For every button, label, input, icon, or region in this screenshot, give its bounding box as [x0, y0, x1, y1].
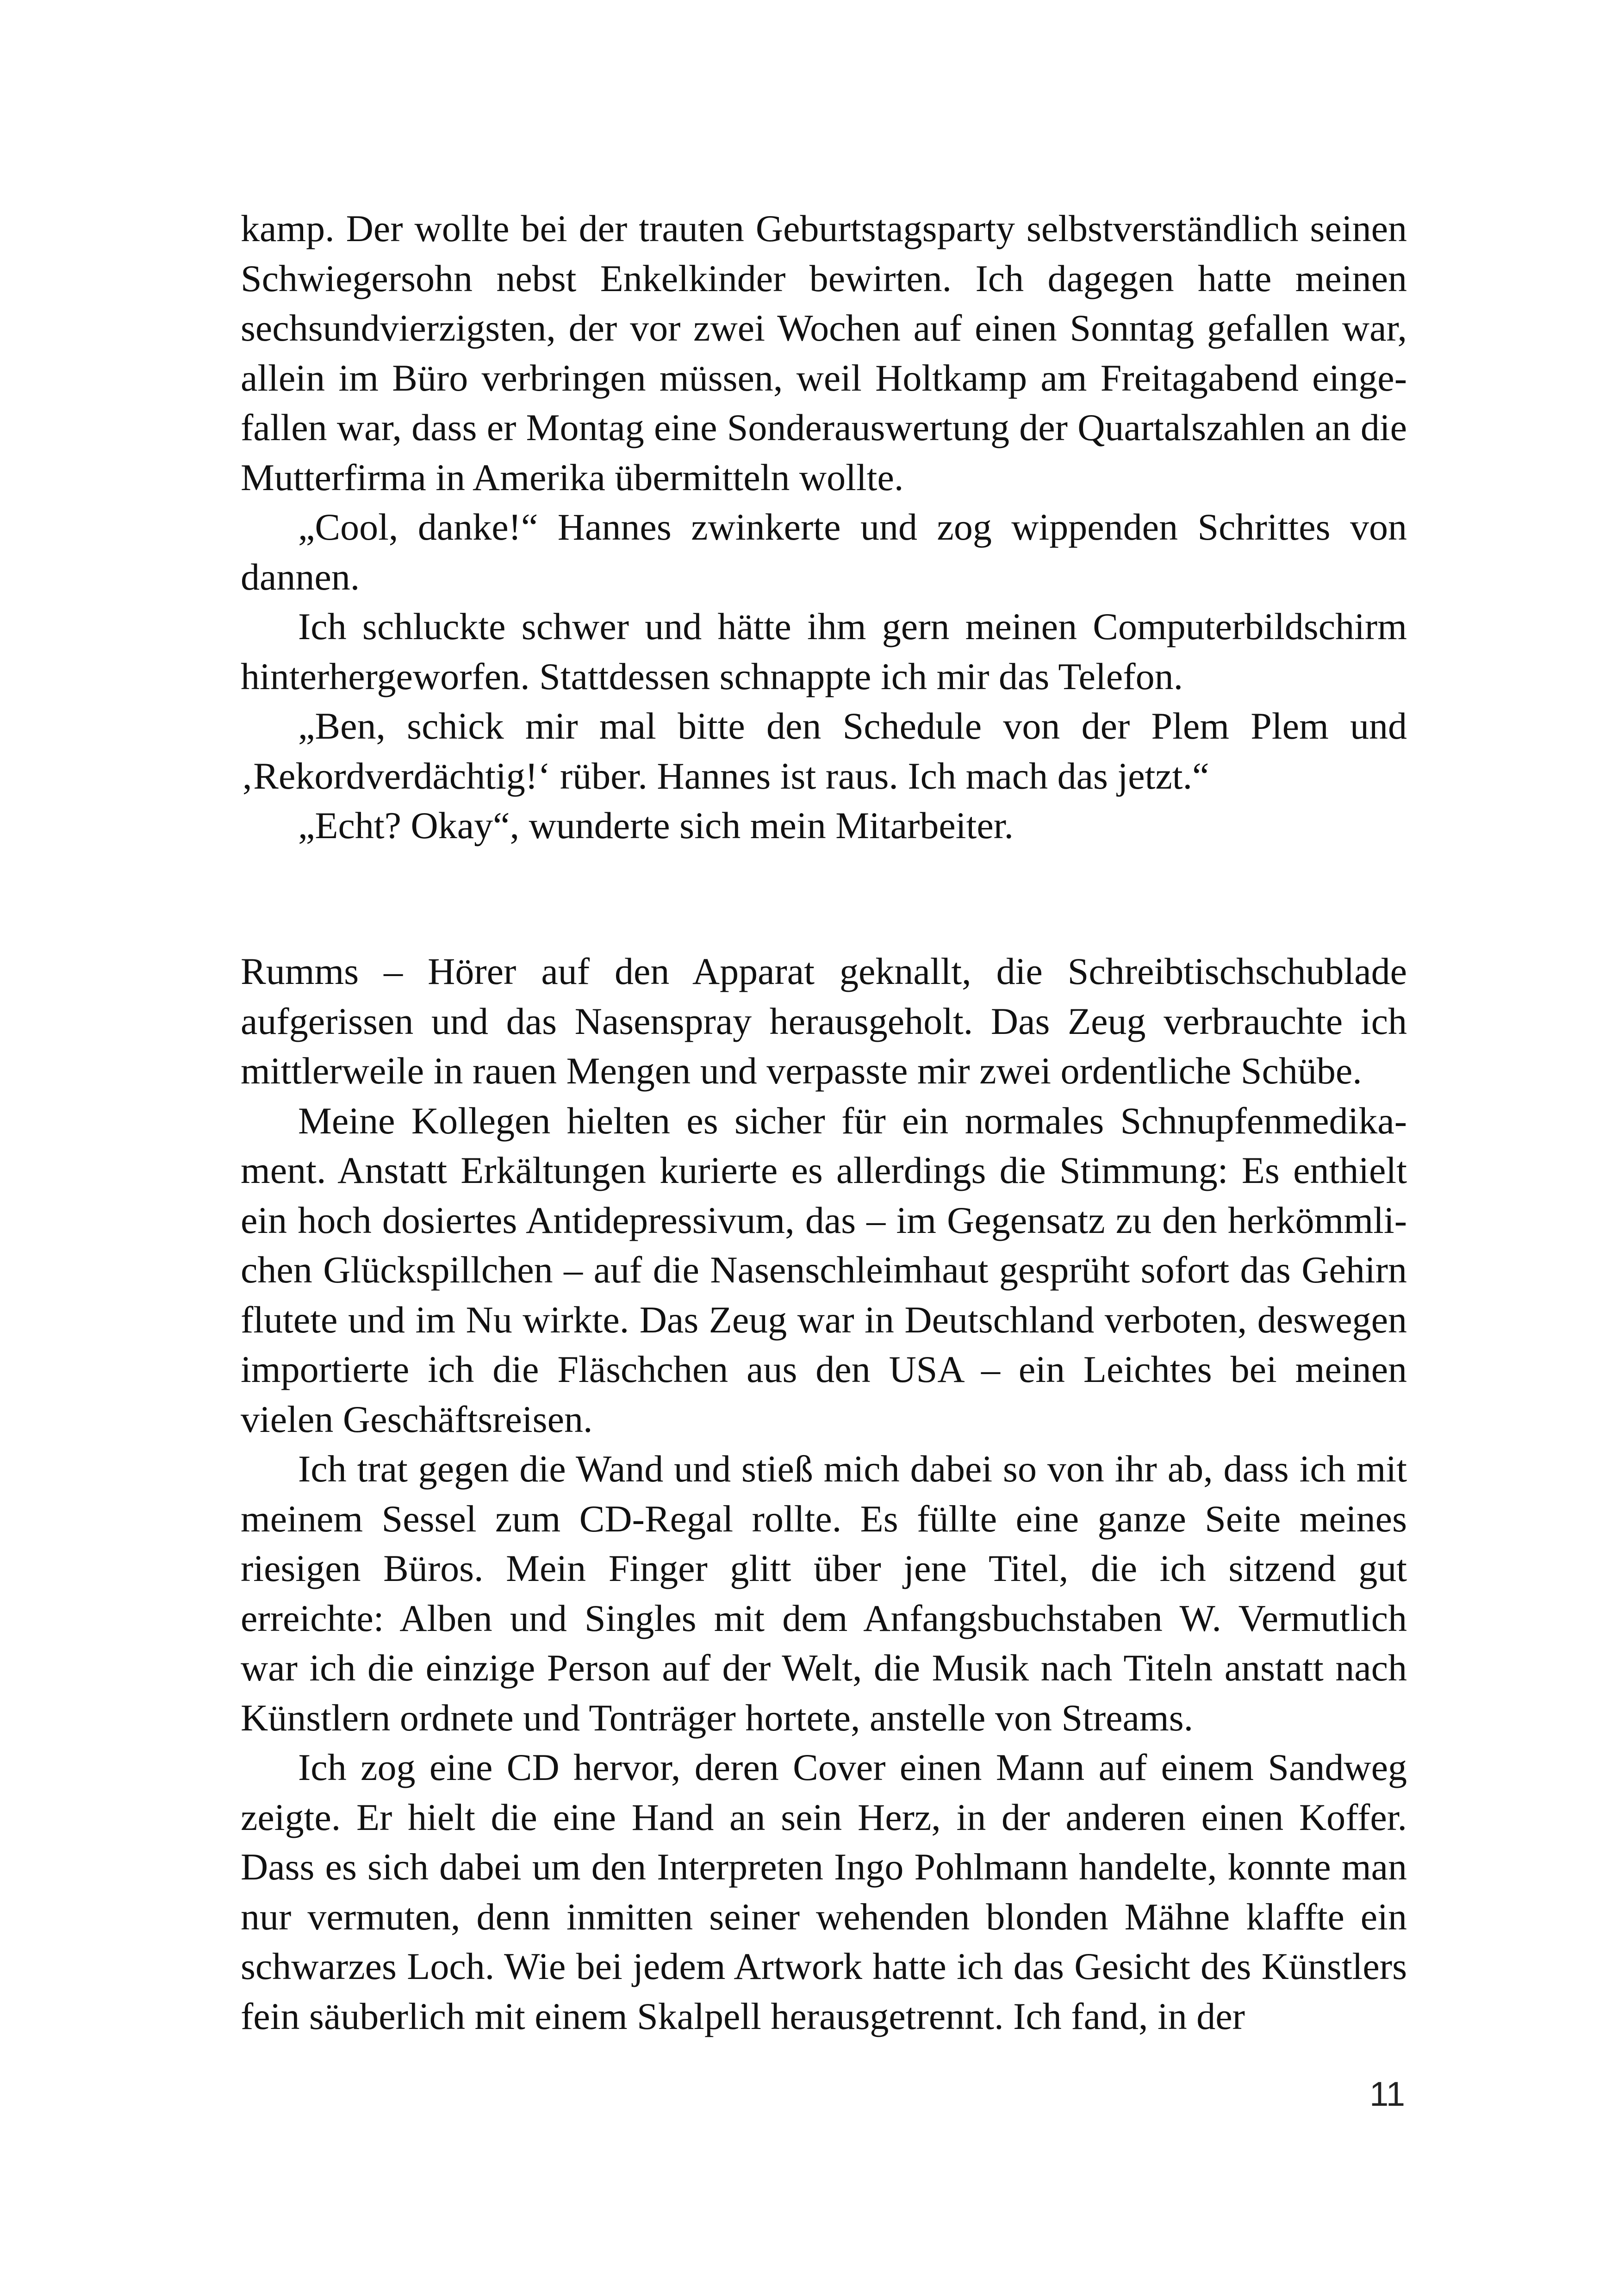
- paragraph: kamp. Der wollte bei der trauten Geburtstagsparty selbstverständlich seinen Schwiegersohn nebst Enkelkinder bewirten. Ich dagegen hatte meinen sechsundvierzigsten, der vor zwei Wochen auf einen Sonntag gefallen war, allein im Büro verbringen müssen, weil Holtkamp am Freitagabend eingefallen war, dass er Montag eine Sonderauswertung der Quartalszahlen an die Mutterfirma in Amerika übermitteln wollte.: [241, 207, 1407, 498]
- text-section-2: [241, 946, 1407, 2041]
- paragraph: „Ben, schick mir mal bitte den Schedule von der Plem Plem und ‚Rekordverdächtig!‘ rüber. Hannes ist raus. Ich mach das jetzt.“: [241, 705, 1407, 797]
- paragraph: Ich zog eine CD hervor, deren Cover einen Mann auf einem Sandweg zeigte. Er hielt die eine Hand an sein Herz, in der anderen einen Koffer. Dass es sich dabei um den Interpreten Ingo Pohlmann handelte, konnte man nur vermuten, denn inmitten seiner wehenden blonden Mähne klaffte ein schwarzes Loch. Wie bei jedem Artwork hatte ich das Gesicht des Künstlers fein säuberlich mit einem Skalpell herausgetrennt. Ich fand, in der: [241, 1746, 1407, 2037]
- paragraph: Meine Kollegen hielten es sicher für ein normales Schnupfenmedikament. Anstatt Erkältungen kurierte es allerdings die Stimmung: Es enthielt ein hoch dosiertes Antidepressivum, das – im Gegensatz zu den herkömmlichen Glückspillchen – auf die Nasenschleimhaut gesprüht sofort das Gehirn flutete und im Nu wirkte. Das Zeug war in Deutschland verboten, deswegen importierte ich die Fläschchen aus den USA – ein Leichtes bei meinen vielen Geschäftsreisen.: [241, 1099, 1407, 1440]
- paragraph: „Echt? Okay“, wunderte sich mein Mitarbeiter.: [298, 804, 1014, 846]
- page-number: 11: [1369, 2075, 1405, 2113]
- paragraph: Ich trat gegen die Wand und stieß mich dabei so von ihr ab, dass ich mit meinem Sessel zum CD-Regal rollte. Es füllte eine ganze Seite meines riesigen Büros. Mein Finger glitt über jene Titel, die ich sitzend gut erreichte: Alben und Singles mit dem Anfangsbuchstaben W. Vermutlich war ich die einzige Person auf der Welt, die Musik nach Titeln anstatt nach Künstlern ordnete und Tonträger hortete, anstelle von Streams.: [241, 1448, 1407, 1739]
- paragraph: Rumms – Hörer auf den Apparat geknallt, die Schreibtischschublade aufgerissen und das Nasenspray herausgeholt. Das Zeug verbrauchte ich mittlerweile in rauen Mengen und verpasste mir zwei ordentliche Schübe.: [241, 950, 1407, 1092]
- text-section-1: [241, 204, 1407, 851]
- paragraph: Ich schluckte schwer und hätte ihm gern meinen Computerbildschirm hinterhergeworfen. Stattdessen schnappte ich mir das Telefon.: [241, 605, 1407, 697]
- paragraph: „Cool, danke!“ Hannes zwinkerte und zog wippenden Schrittes von dannen.: [241, 506, 1407, 598]
